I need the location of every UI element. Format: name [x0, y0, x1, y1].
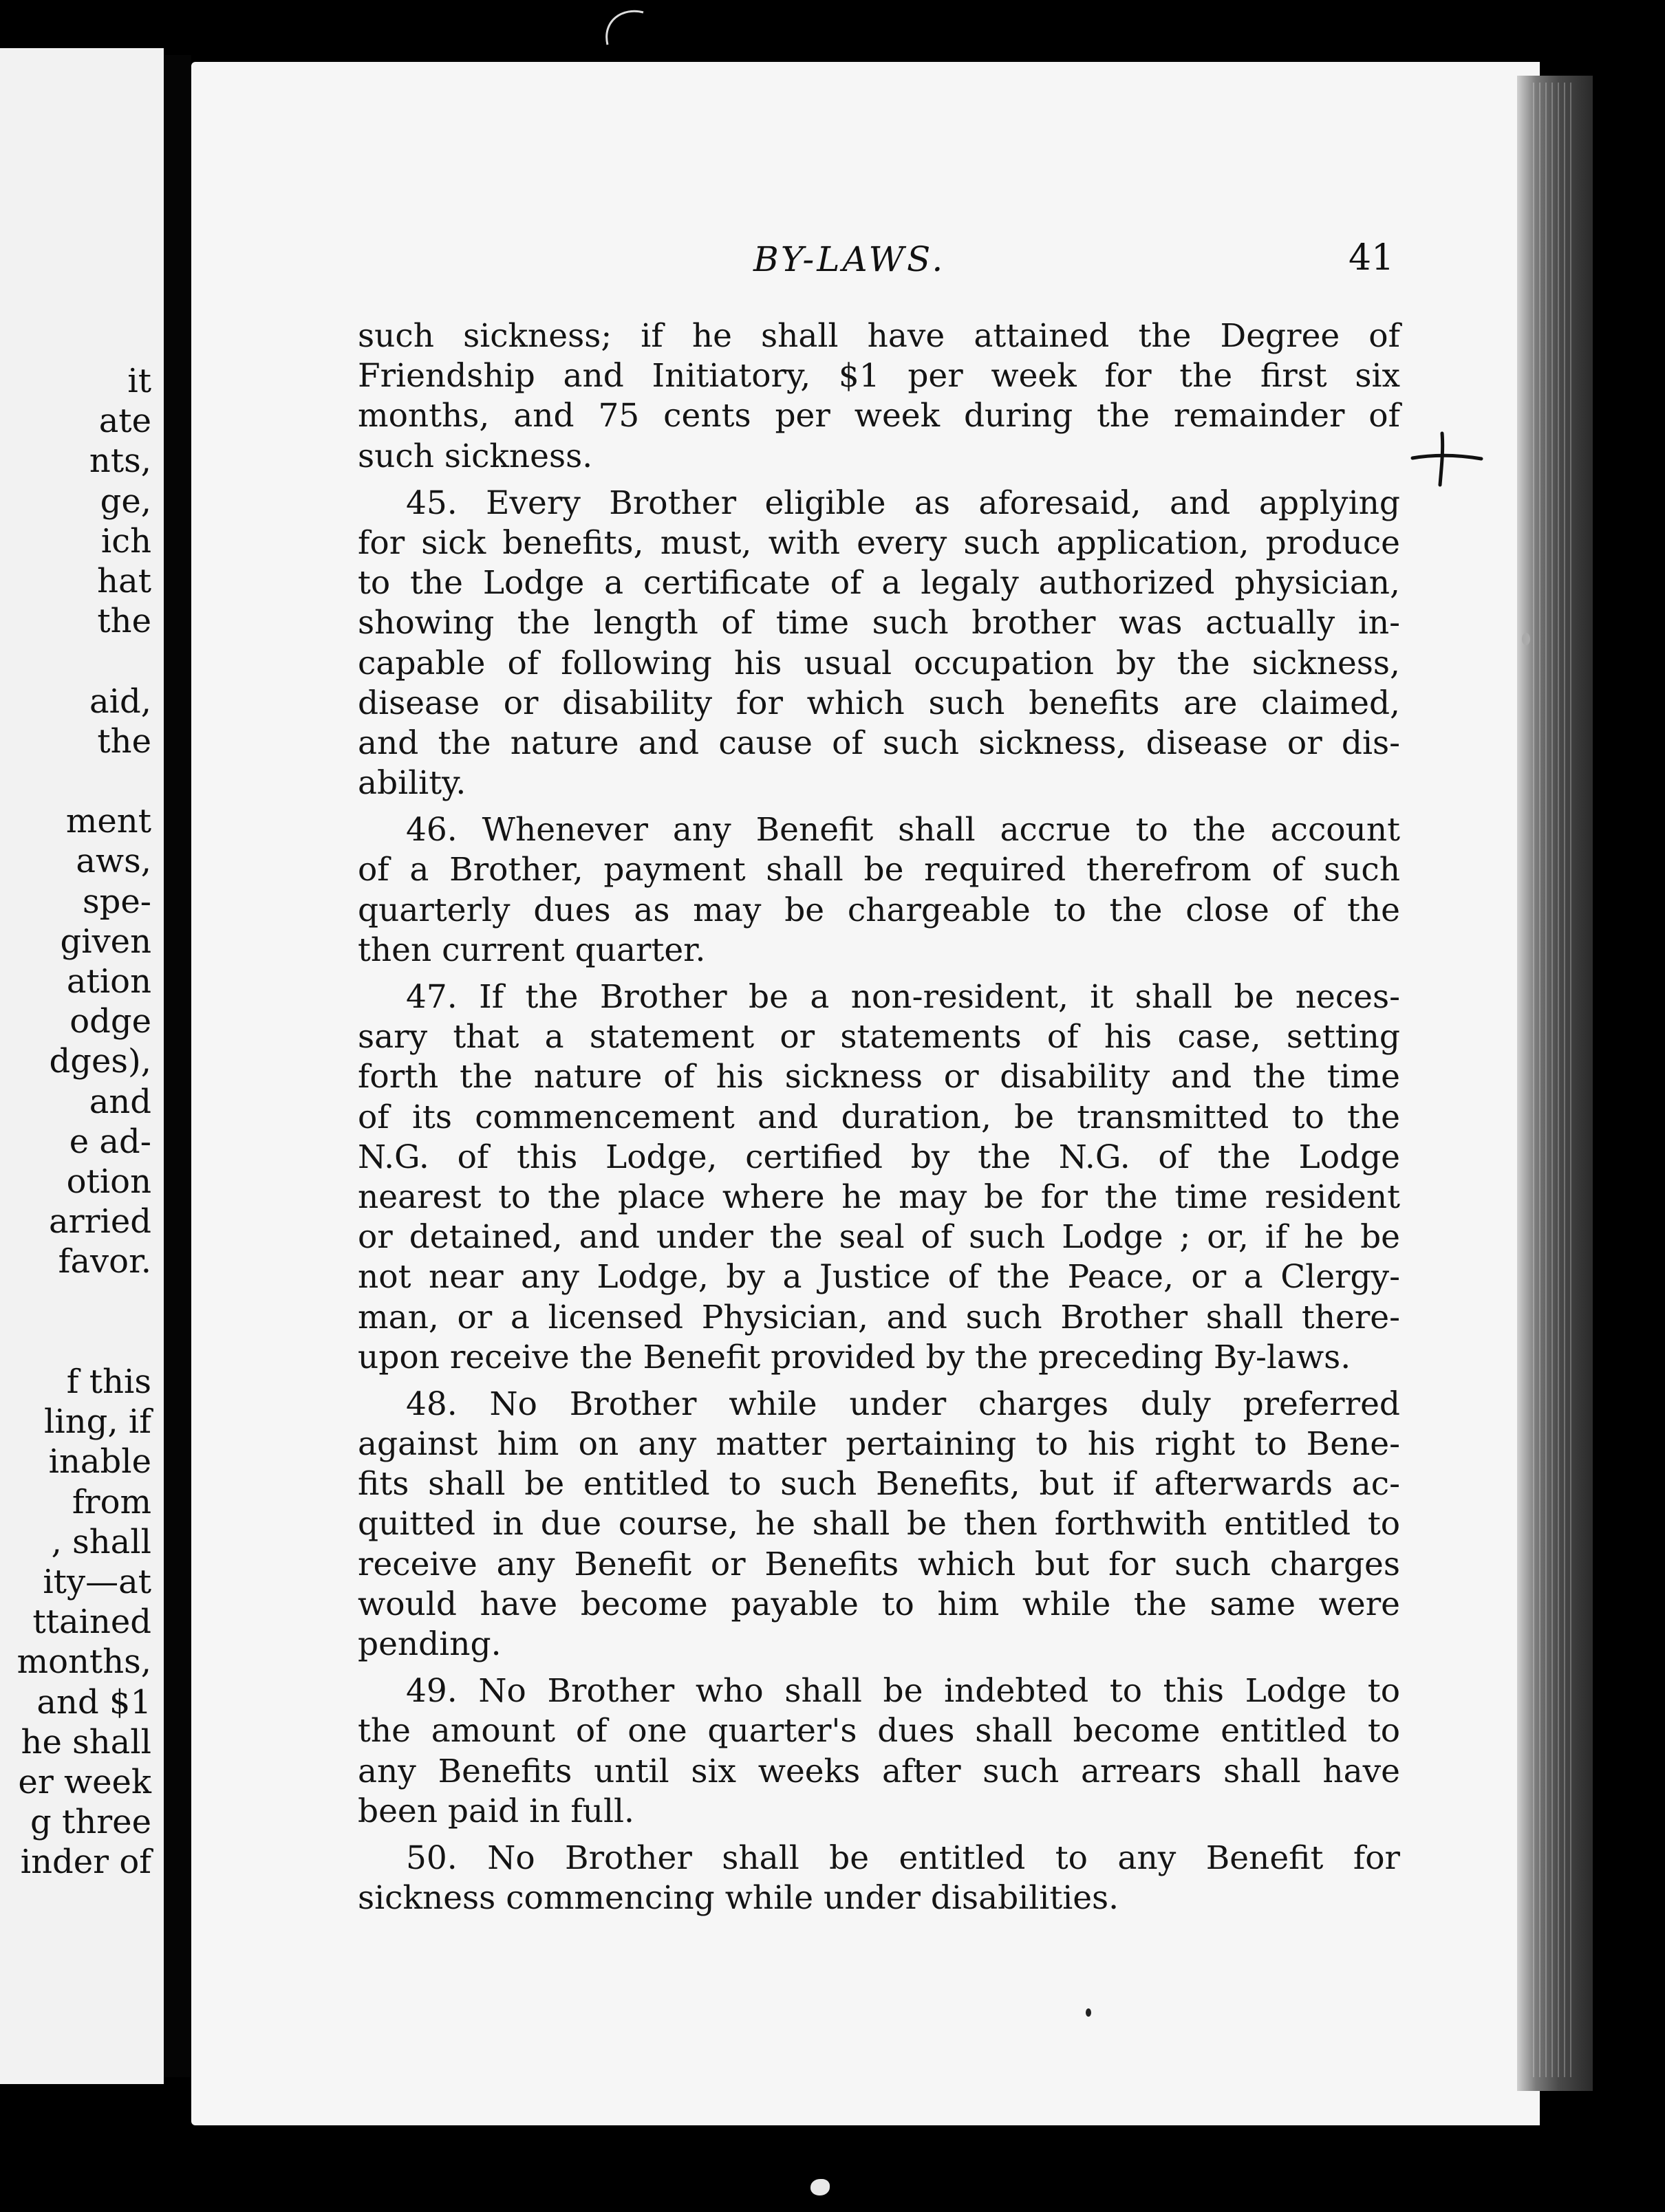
- text-line: such sickness; if he shall have attained the Degree of: [358, 317, 1400, 355]
- left-page-fragment: dges),: [49, 1042, 151, 1081]
- paragraph-gap: [358, 1378, 1400, 1385]
- left-page-fragment: otion: [66, 1162, 151, 1201]
- text-line: ability.: [358, 764, 466, 803]
- text-line: 47. If the Brother be a non-resident, it shall be neces-: [406, 978, 1400, 1016]
- text-line: of its commencement and duration, be transmitted to the: [358, 1098, 1400, 1136]
- paragraph: [358, 1671, 1400, 1832]
- text-line: or detained, and under the seal of such Lodge ; or, if he be: [358, 1218, 1400, 1257]
- left-page-fragment: ment: [65, 802, 151, 841]
- body-text: [358, 316, 1400, 1918]
- left-page-fragment: it: [127, 362, 151, 400]
- paragraph: [358, 1385, 1400, 1665]
- text-line: would have become payable to him while the same were: [358, 1585, 1400, 1623]
- text-line: capable of following his usual occupation by the sickness,: [358, 644, 1400, 682]
- left-page-fragment: inable: [48, 1442, 151, 1482]
- text-line: such sickness.: [358, 437, 593, 475]
- running-head: BY-LAWS.: [753, 239, 946, 279]
- text-line: been paid in full.: [358, 1792, 635, 1830]
- left-page-fragment: spe-: [83, 882, 151, 921]
- text-line: forth the nature of his sickness or disability and the time: [358, 1058, 1400, 1096]
- text-line: of a Brother, payment shall be required therefrom of such: [358, 851, 1400, 889]
- left-page-fragment: e ad-: [69, 1122, 151, 1161]
- left-page-fragment: f this: [66, 1363, 151, 1401]
- left-page-fragment: nts,: [89, 442, 151, 481]
- handwritten-cross-mark: [1409, 426, 1485, 488]
- text-line: against him on any matter pertaining to his right to Bene-: [358, 1425, 1400, 1464]
- text-line: any Benefits until six weeks after such arrears shall have: [358, 1752, 1400, 1790]
- paragraph-gap: [358, 1832, 1400, 1839]
- left-page-fragment: , shall: [51, 1522, 151, 1561]
- paragraph: [358, 810, 1400, 971]
- left-page-fragment: given: [60, 922, 151, 961]
- paragraph: [358, 1839, 1400, 1918]
- left-page-fragment: er week: [18, 1763, 151, 1801]
- left-page-fragment: ttained: [32, 1603, 151, 1642]
- text-line: the amount of one quarter's dues shall become entitled to: [358, 1712, 1400, 1750]
- text-line: 45. Every Brother eligible as aforesaid, and applying: [406, 484, 1400, 522]
- left-page-fragment: ge,: [100, 481, 151, 521]
- left-page-fragment: g three: [30, 1803, 151, 1842]
- left-page-fragment: odge: [69, 1002, 151, 1041]
- paragraph-gap: [358, 803, 1400, 810]
- left-page-fragment: hat: [97, 562, 151, 600]
- left-page-fragment: favor.: [58, 1242, 151, 1281]
- text-line: man, or a licensed Physician, and such Brother shall there-: [358, 1298, 1400, 1336]
- paragraph: [358, 316, 1400, 477]
- left-page-fragment: ity—at: [43, 1563, 151, 1601]
- text-line: quarterly dues as may be chargeable to the close of the: [358, 891, 1400, 929]
- left-page-fragment: ling, if: [44, 1402, 151, 1442]
- left-page-fragment: months,: [17, 1642, 151, 1682]
- paragraph-gap: [358, 971, 1400, 977]
- paragraph-gap: [358, 1665, 1400, 1671]
- book-gutter: [164, 55, 191, 2077]
- left-page-fragment: aid,: [89, 682, 151, 721]
- left-page-fragment: ich: [100, 521, 151, 561]
- left-page-fragment: the: [97, 722, 151, 761]
- left-page-fragment: the: [97, 602, 151, 641]
- left-page-fragment: aws,: [76, 842, 151, 881]
- text-line: quitted in due course, he shall be then forthwith entitled to: [358, 1505, 1400, 1543]
- text-line: sickness commencing while under disabilities.: [358, 1879, 1119, 1918]
- left-page-fragment: ate: [98, 402, 151, 441]
- text-line: upon receive the Benefit provided by the preceding By-laws.: [358, 1338, 1351, 1376]
- left-page-fragment: and: [89, 1082, 151, 1121]
- text-line: pending.: [358, 1625, 502, 1663]
- paragraph-gap: [358, 477, 1400, 484]
- speck: [1522, 633, 1530, 645]
- left-page-fragment: and $1: [36, 1682, 151, 1722]
- text-line: nearest to the place where he may be for the time resident: [358, 1178, 1400, 1216]
- text-line: and the nature and cause of such sickness, disease or dis-: [358, 724, 1400, 762]
- text-line: sary that a statement or statements of his case, setting: [358, 1018, 1400, 1056]
- left-page-fragment: arried: [49, 1202, 151, 1241]
- text-line: not near any Lodge, by a Justice of the Peace, or a Clergy-: [358, 1258, 1400, 1297]
- paragraph: [358, 977, 1400, 1378]
- text-line: 46. Whenever any Benefit shall accrue to the account: [406, 811, 1400, 849]
- speck: [1086, 2008, 1091, 2017]
- text-line: N.G. of this Lodge, certified by the N.G. of the Lodge: [358, 1138, 1400, 1176]
- bottom-blot: [810, 2179, 830, 2195]
- text-line: showing the length of time such brother was actually in-: [358, 604, 1400, 642]
- text-line: 49. No Brother who shall be indebted to this Lodge to: [406, 1672, 1400, 1711]
- text-line: months, and 75 cents per week during the remainder of: [358, 397, 1400, 435]
- left-page-fragment: from: [72, 1482, 151, 1521]
- text-line: disease or disability for which such benefits are claimed,: [358, 684, 1400, 722]
- left-facing-page: [0, 48, 164, 2084]
- page-edge-lines: [1533, 83, 1574, 2077]
- text-line: to the Lodge a certificate of a legaly authorized physician,: [358, 564, 1400, 603]
- text-line: fits shall be entitled to such Benefits, but if afterwards ac-: [358, 1465, 1400, 1504]
- left-page-fragment: inder of: [20, 1843, 151, 1882]
- text-line: then current quarter.: [358, 931, 706, 969]
- page-number: 41: [1349, 237, 1395, 279]
- text-line: Friendship and Initiatory, $1 per week for the first six: [358, 357, 1400, 395]
- left-page-fragment: ation: [66, 962, 151, 1001]
- text-line: 50. No Brother shall be entitled to any Benefit for: [406, 1839, 1400, 1877]
- text-line: for sick benefits, must, with every such application, produce: [358, 523, 1400, 562]
- left-page-fragment: he shall: [21, 1722, 151, 1761]
- text-line: 48. No Brother while under charges duly preferred: [406, 1385, 1400, 1423]
- top-edge-scribble: [595, 7, 671, 48]
- text-line: receive any Benefit or Benefits which but for such charges: [358, 1545, 1400, 1583]
- paragraph: [358, 484, 1400, 804]
